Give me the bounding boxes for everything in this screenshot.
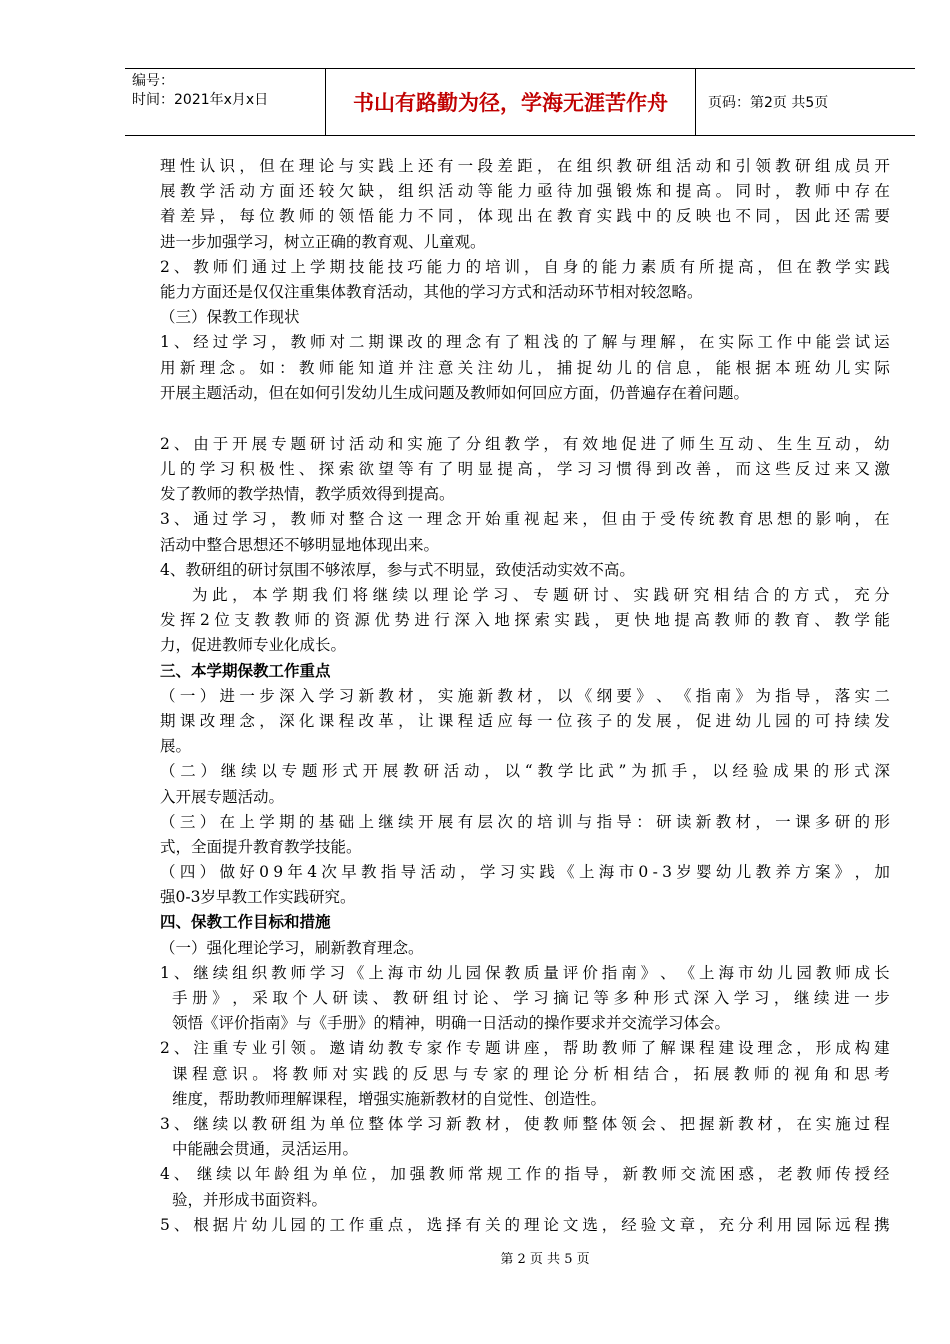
text-line: 中能融会贯通，灵活运用。 <box>172 1140 359 1159</box>
text-line: 进一步加强学习，树立正确的教育观、儿童观。 <box>160 232 486 251</box>
text-line: 为 此 ， 本 学 期 我 们 将 继 续 以 理 论 学 习 、 专 题 研 讨 、 实 践 研 究 相 结 合 的 方 式 ， 充 分 <box>192 586 890 604</box>
text-line: 入开展专题活动。 <box>160 787 285 806</box>
section-heading: 四、保教工作目标和措施 <box>160 913 331 932</box>
text-line: 1 、 经 过 学 习 ， 教 师 对 二 期 课 改 的 理 念 有 了 粗 浅 的 了 解 与 理 解 ， 在 实 际 工 作 中 能 尝 试 运 <box>160 333 890 352</box>
text-line: 维度，帮助教师理解课程，增强实施新教材的自觉性、创造性。 <box>172 1089 607 1108</box>
section-heading: 三、本学期保教工作重点 <box>160 661 331 680</box>
header-table <box>125 68 915 136</box>
text-line: 式，全面提升教育教学技能。 <box>160 837 362 856</box>
text-line: 着 差 异 ， 每 位 教 师 的 领 悟 能 力 不 同 ， 体 现 出 在 教 育 实 践 中 的 反 映 也 不 同 ， 因 此 还 需 要 <box>160 207 890 226</box>
text-line: 1 、 继 续 组 织 教 师 学 习 《 上 海 市 幼 儿 园 保 教 质 量 评 价 指 南 》 、 《 上 海 市 幼 儿 园 教 师 成 长 <box>160 963 890 982</box>
text-line: 课 程 意 识 。 将 教 师 对 实 践 的 反 思 与 专 家 的 理 论 分 析 相 结 合 ， 拓 展 教 师 的 视 角 和 思 考 <box>172 1064 890 1083</box>
text-line: 4 、 继 续 以 年 龄 组 为 单 位 ， 加 强 教 师 常 规 工 作 的 指 导 ， 新 教 师 交 流 困 惑 ， 老 教 师 传 授 经 <box>160 1165 890 1184</box>
text-line: 发 挥 2 位 支 教 教 师 的 资 源 优 势 进 行 深 入 地 探 索 实 践 ， 更 快 地 提 高 教 师 的 教 育 、 教 学 能 <box>160 611 890 630</box>
text-line: 展。 <box>160 737 192 756</box>
text-line: 3 、 继 续 以 教 研 组 为 单 位 整 体 学 习 新 教 材 ， 使 教 师 整 体 领 会 、 把 握 新 教 材 ， 在 实 施 过 程 <box>160 1114 890 1133</box>
text-line: 力，促进教师专业化成长。 <box>160 636 347 655</box>
text-line: 期 课 改 理 念 ， 深 化 课 程 改 革 ， 让 课 程 适 应 每 一 位 孩 子 的 发 展 ， 促 进 幼 儿 园 的 可 持 续 发 <box>160 711 890 730</box>
text-line: 发了教师的教学热情，教学质效得到提高。 <box>160 485 455 504</box>
text-line: 手 册 》 ， 采 取 个 人 研 读 、 教 研 组 讨 论 、 学 习 摘 记 等 多 种 形 式 深 入 学 习 ， 继 续 进 一 步 <box>172 989 890 1007</box>
text-line: 用 新 理 念 。 如 ： 教 师 能 知 道 并 注 意 关 注 幼 儿 ， 捕 捉 幼 儿 的 信 息 ， 能 根 据 本 班 幼 儿 实 际 <box>160 358 890 377</box>
text-line: 2 、 注 重 专 业 引 领 。 邀 请 幼 教 专 家 作 专 题 讲 座 ， 帮 助 教 师 了 解 课 程 建 设 理 念 ， 形 成 构 建 <box>160 1039 890 1058</box>
text-line: 3 、 通 过 学 习 ， 教 师 对 整 合 这 一 理 念 开 始 重 视 起 来 ， 但 由 于 受 传 统 教 育 思 想 的 影 响 ， 在 <box>160 510 890 529</box>
text-line: 4、教研组的研讨氛围不够浓厚，参与式不明显，致使活动实效不高。 <box>160 560 635 579</box>
text-line: （ 二 ） 继 续 以 专 题 形 式 开 展 教 研 活 动 ， 以 “ 教 学 比 武 ” 为 抓 手 ， 以 经 验 成 果 的 形 式 深 <box>160 762 890 781</box>
text-line: 儿 的 学 习 积 极 性 、 探 索 欲 望 等 有 了 明 显 提 高 ， 学 习 习 惯 得 到 改 善 ， 而 这 些 反 过 来 又 激 <box>160 460 890 479</box>
text-line: （ 三 ） 在 上 学 期 的 基 础 上 继 续 开 展 有 层 次 的 培 训 与 指 导 ： 研 读 新 教 材 ， 一 课 多 研 的 形 <box>160 812 890 831</box>
text-line: 5 、 根 据 片 幼 儿 园 的 工 作 重 点 ， 选 择 有 关 的 理 论 文 选 ， 经 验 文 章 ， 充 分 利 用 园 际 远 程 携 <box>160 1215 890 1234</box>
text-line: 强0-3岁早教工作实践研究。 <box>160 888 356 907</box>
text-line: 开展主题活动，但在如何引发幼儿生成问题及教师如何回应方面，仍普遍存在着问题。 <box>160 383 750 402</box>
text-line: 展 教 学 活 动 方 面 还 较 欠 缺 ， 组 织 活 动 等 能 力 亟 待 加 强 锻 炼 和 提 高 。 同 时 ， 教 师 中 存 在 <box>160 182 890 201</box>
section-subheading: （一）强化理论学习，刷新教育理念。 <box>160 938 424 957</box>
header-info-cell <box>125 69 325 135</box>
text-line: （ 一 ） 进 一 步 深 入 学 习 新 教 材 ， 实 施 新 教 材 ， 以 《 纲 要 》 、 《 指 南 》 为 指 导 ， 落 实 二 <box>160 686 890 705</box>
doc-number-label: 编号： <box>132 73 174 89</box>
text-line: 活动中整合思想还不够明显地体现出来。 <box>160 535 440 554</box>
doc-time-label: 时间：2021年x月x日 <box>132 92 269 108</box>
page-footer <box>0 1248 950 1267</box>
footer-page-number: 第 2 页 共 5 页 <box>500 1252 590 1267</box>
header-motto: 书山有路勤为径，学海无涯苦作舟 <box>325 69 696 135</box>
blank-line <box>160 406 890 432</box>
text-line: （ 四 ） 做 好 0 9 年 4 次 早 教 指 导 活 动 ， 学 习 实 践 《 上 海 市 0 - 3 岁 婴 幼 儿 教 养 方 案 》 ， 加 <box>160 863 890 882</box>
text-line: 2 、 教 师 们 通 过 上 学 期 技 能 技 巧 能 力 的 培 训 ， 自 身 的 能 力 素 质 有 所 提 高 ， 但 在 教 学 实 践 <box>160 257 890 276</box>
text-line: 领悟《评价指南》与《手册》的精神，明确一日活动的操作要求并交流学习体会。 <box>172 1014 731 1033</box>
document-body <box>160 154 890 1238</box>
section-subheading: （三）保教工作现状 <box>160 308 300 327</box>
text-line: 验，并形成书面资料。 <box>172 1190 328 1209</box>
header-page-label: 页码：第2页 共5页 <box>708 95 829 111</box>
text-line: 2 、 由 于 开 展 专 题 研 讨 活 动 和 实 施 了 分 组 教 学 ， 有 效 地 促 进 了 师 生 互 动 、 生 生 互 动 ， 幼 <box>160 434 890 453</box>
text-line: 能力方面还是仅仅注重集体教育活动，其他的学习方式和活动环节相对较忽略。 <box>160 282 703 301</box>
text-line: 理 性 认 识 ， 但 在 理 论 与 实 践 上 还 有 一 段 差 距 ， 在 组 织 教 研 组 活 动 和 引 领 教 研 组 成 员 开 <box>160 157 890 175</box>
